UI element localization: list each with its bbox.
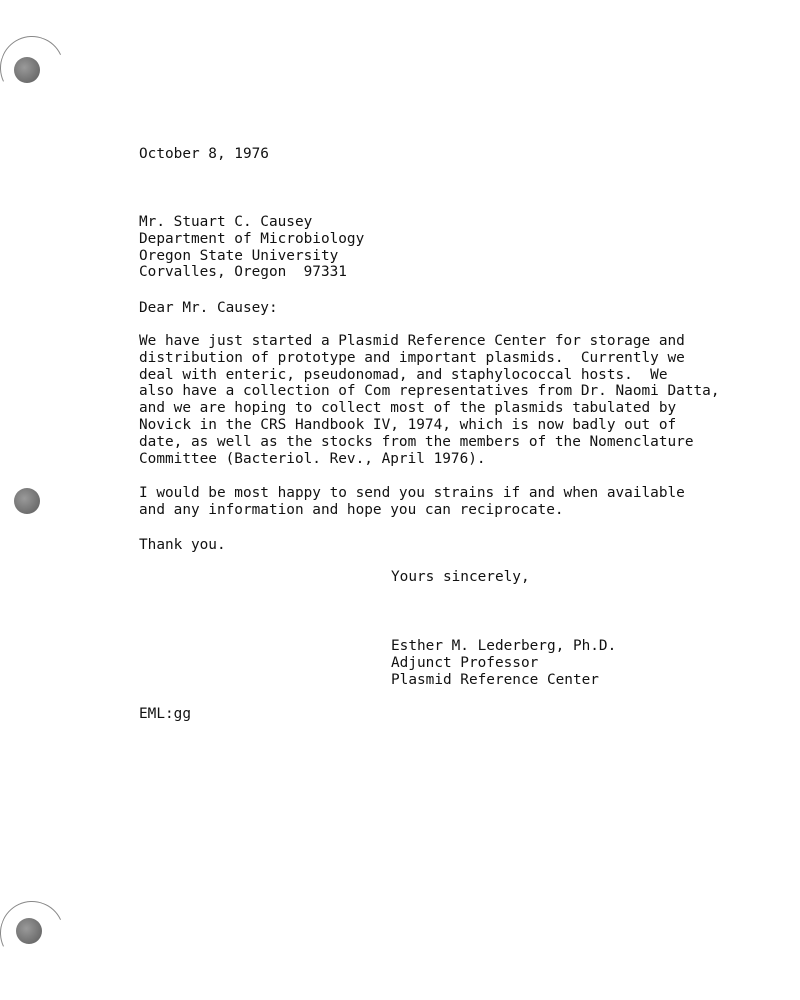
signature-line: Adjunct Professor	[391, 654, 539, 671]
signature-block	[391, 638, 616, 688]
paragraph-line: deal with enteric, pseudonomad, and staphylococcal hosts. We	[139, 366, 668, 383]
body-paragraph-2	[139, 485, 685, 519]
paragraph-line: We have just started a Plasmid Reference Center for storage and	[139, 333, 685, 349]
recipient-line: Mr. Stuart C. Causey	[139, 214, 313, 230]
paragraph-line: and any information and hope you can reciprocate.	[139, 501, 564, 518]
salutation: Dear Mr. Causey:	[139, 300, 278, 316]
typist-initials: EML:gg	[139, 706, 191, 722]
thank-you: Thank you.	[139, 537, 226, 553]
paragraph-line: date, as well as the stocks from the members of the Nomenclature	[139, 433, 694, 450]
punch-hole-bottom	[16, 918, 42, 944]
recipient-line: Corvalles, Oregon 97331	[139, 264, 347, 281]
closing: Yours sincerely,	[391, 569, 530, 585]
signature-line: Esther M. Lederberg, Ph.D.	[391, 638, 617, 654]
paragraph-line: I would be most happy to send you strains if and when available	[139, 485, 685, 501]
paragraph-line: Novick in the CRS Handbook IV, 1974, which is now badly out of	[139, 416, 677, 433]
letter-date: October 8, 1976	[139, 146, 269, 162]
paragraph-line: distribution of prototype and important plasmids. Currently we	[139, 349, 685, 366]
paragraph-line: also have a collection of Com representatives from Dr. Naomi Datta,	[139, 383, 720, 400]
signature-line: Plasmid Reference Center	[391, 671, 599, 688]
punch-hole-top	[14, 57, 40, 83]
recipient-line: Department of Microbiology	[139, 230, 365, 247]
recipient-line: Oregon State University	[139, 247, 339, 264]
paragraph-line: and we are hoping to collect most of the plasmids tabulated by	[139, 400, 677, 417]
body-paragraph-1	[139, 333, 719, 467]
recipient-address	[139, 214, 364, 281]
punch-hole-middle	[14, 488, 40, 514]
paragraph-line: Committee (Bacteriol. Rev., April 1976).	[139, 450, 486, 467]
